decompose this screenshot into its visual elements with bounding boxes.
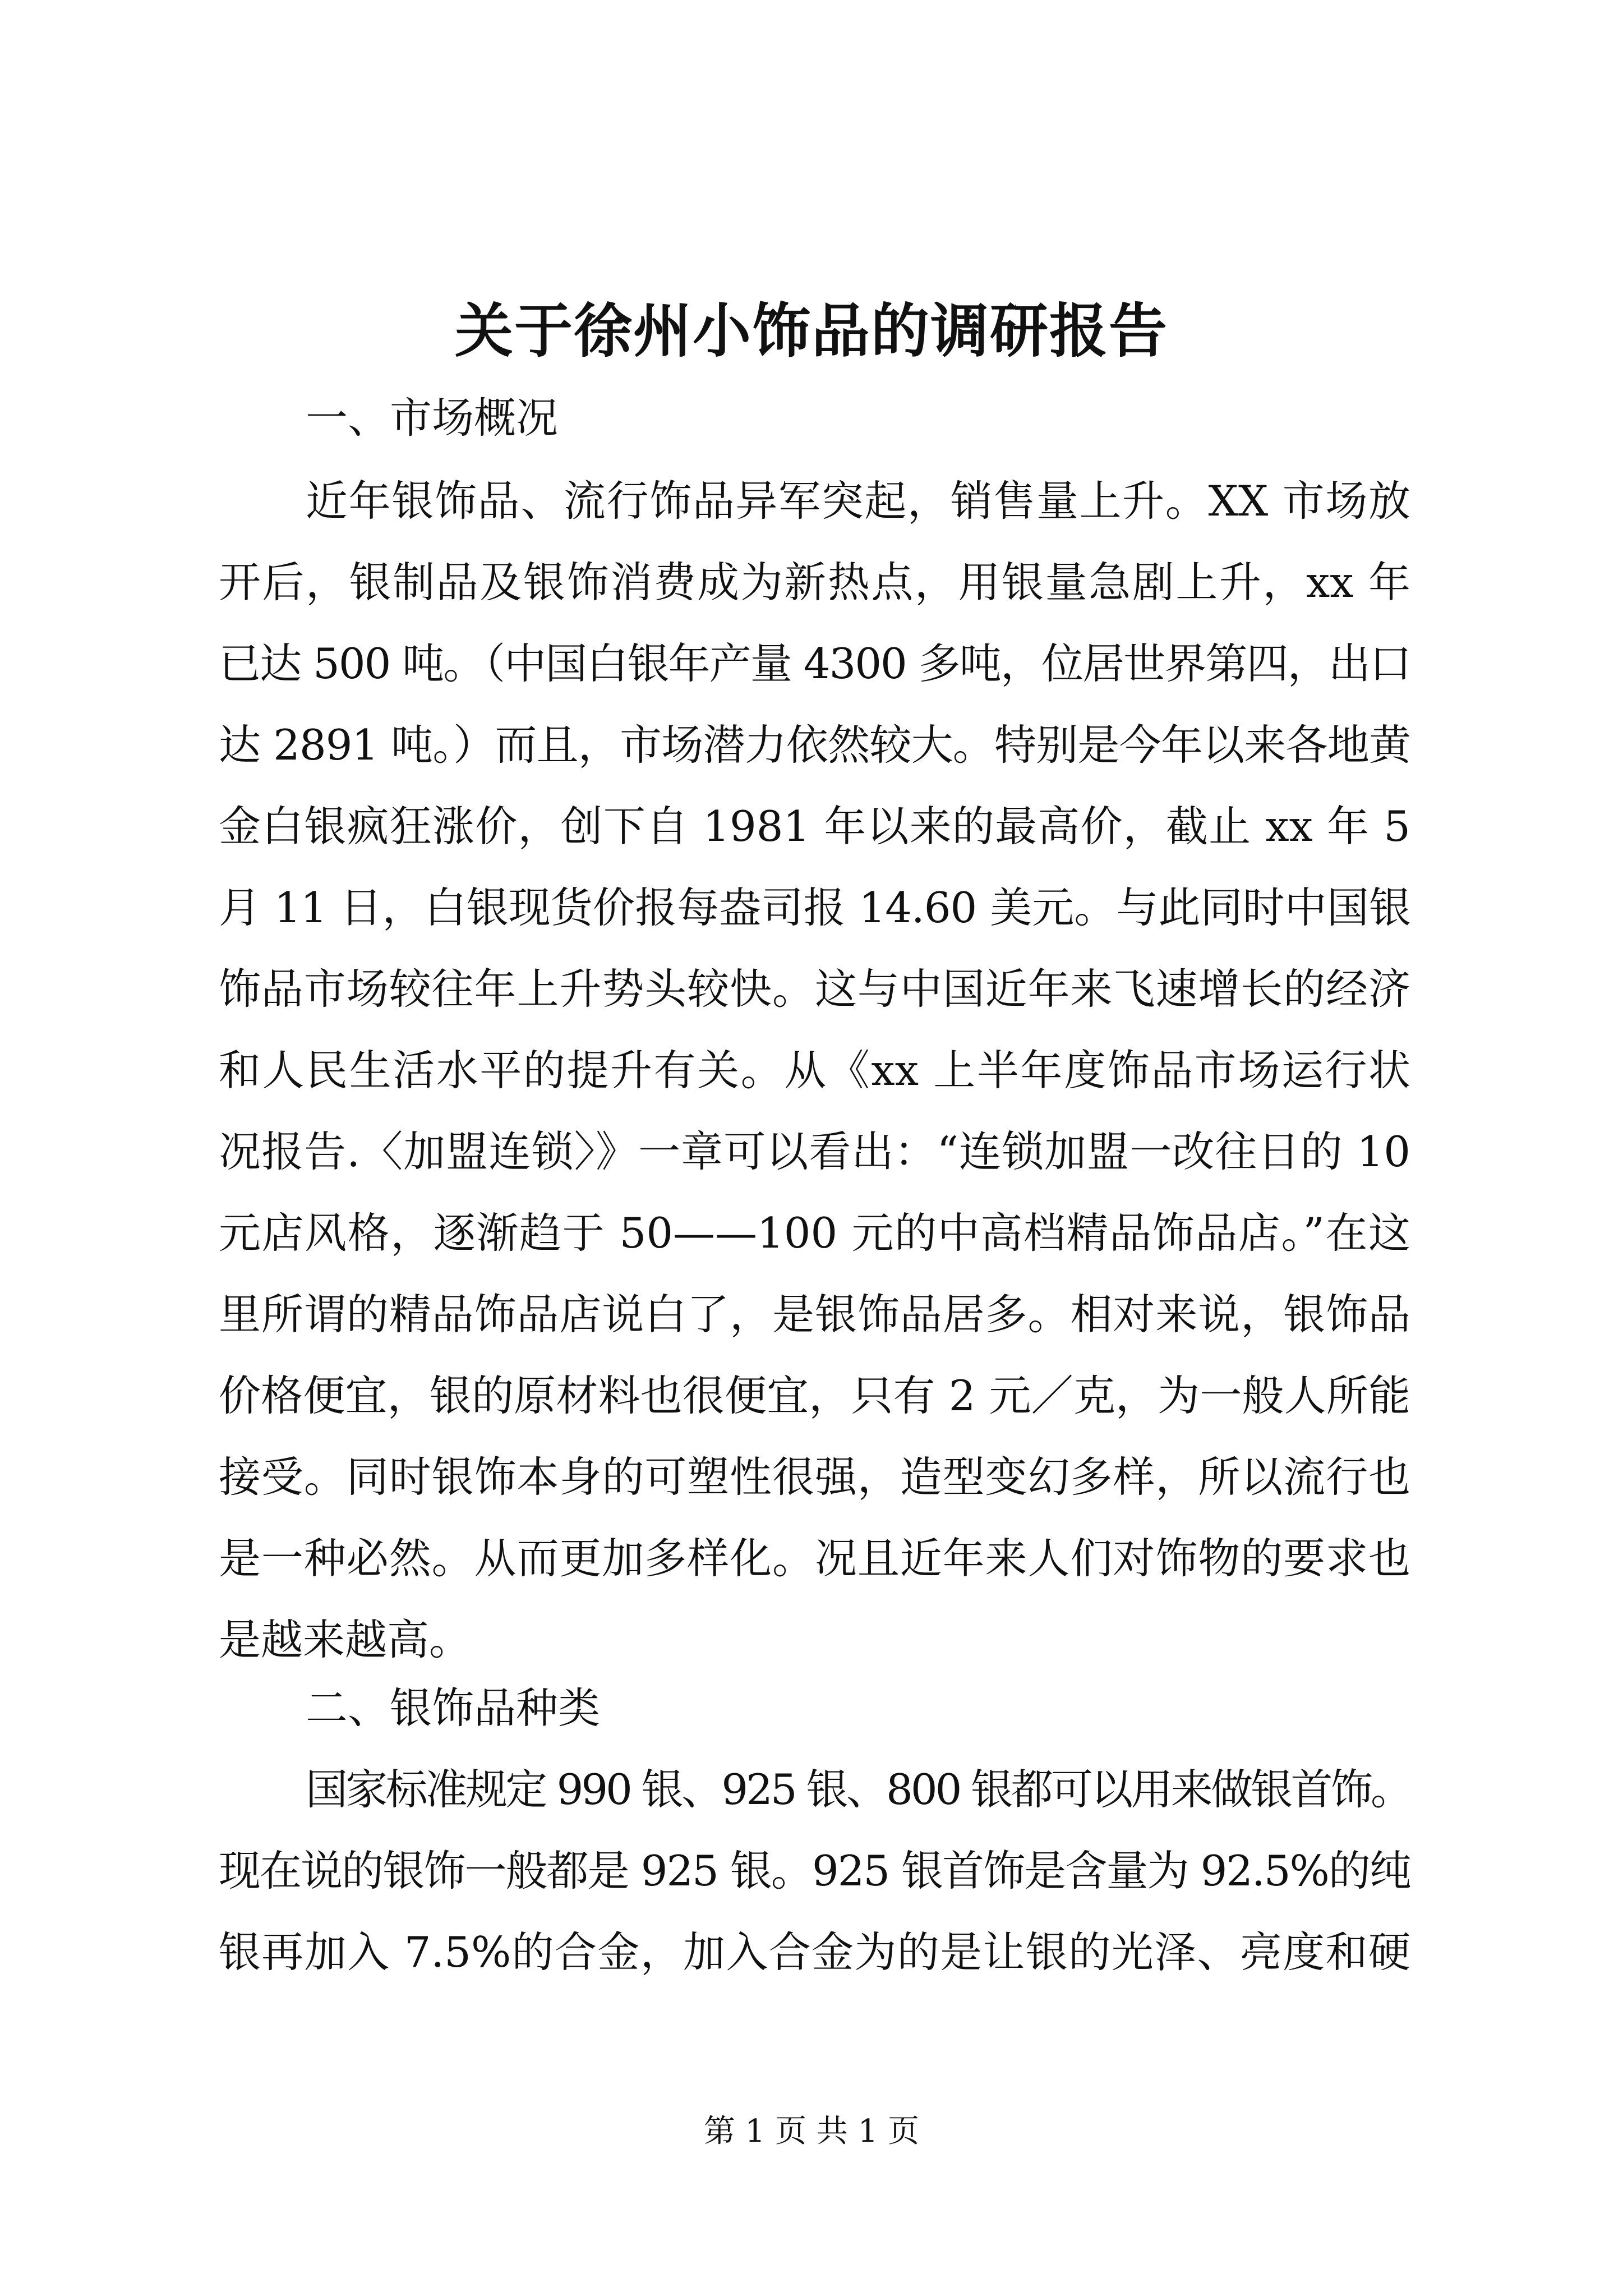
document-title: 关于徐州小饰品的调研报告 <box>454 296 1168 365</box>
paragraph-line: 和人民生活水平的提升有关。从《xx 上半年度饰品市场运行状 <box>219 1046 1410 1095</box>
section-heading-silver-types: 二、银饰品种类 <box>306 1683 601 1733</box>
paragraph-line: 开后，银制品及银饰消费成为新热点，用银量急剧上升，xx 年 <box>219 558 1410 607</box>
paragraph-line: 已达 500 吨。（中国白银年产量 4300 多吨，位居世界第四，出口 <box>219 639 1410 688</box>
paragraph-line: 是一种必然。从而更加多样化。况且近年来人们对饰物的要求也 <box>219 1534 1410 1583</box>
paragraph-line: 近年银饰品、流行饰品异军突起，销售量上升。XX 市场放 <box>306 476 1410 526</box>
paragraph-line: 金白银疯狂涨价，创下自 1981 年以来的最高价，截止 xx 年 5 <box>219 802 1410 851</box>
paragraph-line: 月 11 日，白银现货价报每盎司报 14.60 美元。与此同时中国银 <box>219 883 1410 932</box>
paragraph-line: 价格便宜，银的原材料也很便宜，只有 2 元／克，为一般人所能 <box>219 1371 1410 1420</box>
page-footer: 第 1 页 共 1 页 <box>703 2113 920 2150</box>
paragraph-line: 银再加入 7.5%的合金，加入合金为的是让银的光泽、亮度和硬 <box>219 1927 1410 1977</box>
section-heading-market-overview: 一、市场概况 <box>306 393 559 443</box>
paragraph-line: 接受。同时银饰本身的可塑性很强，造型变幻多样，所以流行也 <box>219 1452 1410 1502</box>
paragraph-line: 元店风格，逐渐趋于 50——100 元的中高档精品饰品店。”在这 <box>219 1208 1410 1258</box>
paragraph-line: 国家标准规定 990 银、925 银、800 银都可以用来做银首饰。 <box>306 1765 1410 1814</box>
paragraph-line: 里所谓的精品饰品店说白了，是银饰品居多。相对来说，银饰品 <box>219 1290 1410 1339</box>
paragraph-line: 是越来越高。 <box>219 1615 472 1664</box>
paragraph-line: 况报告.〈加盟连锁〉》一章可以看出：“连锁加盟一改往日的 10 <box>219 1127 1410 1176</box>
paragraph-line: 饰品市场较往年上升势头较快。这与中国近年来飞速增长的经济 <box>219 964 1410 1014</box>
paragraph-line: 达 2891 吨。）而且，市场潜力依然较大。特别是今年以来各地黄 <box>219 720 1410 770</box>
paragraph-line: 现在说的银饰一般都是 925 银。925 银首饰是含量为 92.5%的纯 <box>219 1846 1410 1895</box>
